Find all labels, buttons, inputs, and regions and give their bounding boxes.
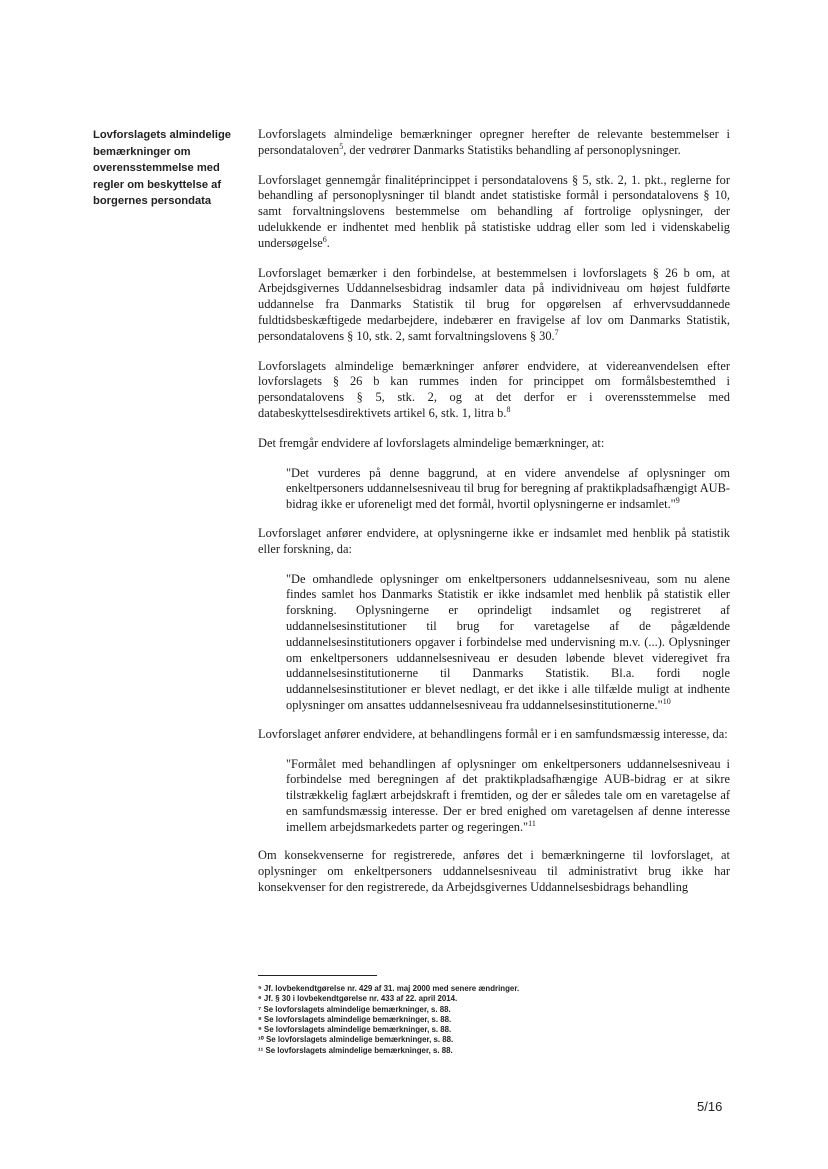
- footnote: ⁵ Jf. lovbekendtgørelse nr. 429 af 31. maj 2000 med senere ændringer.: [258, 984, 520, 993]
- paragraph-2: Lovforslaget gennemgår finalitéprincippet i persondatalovens § 5, stk. 2, 1. pkt., reglerne for behandling af personoplysninger til blandt andet statistiske formål i persondatalovens § 10, samt forvaltningslovens bestemmelse om behandling af fortrolige oplysninger, der udelukkende er indhentet med henblik på statistiske uddrag eller som led i videnskabelig undersøgelse$^6$.: [258, 172, 730, 250]
- footnote-ref[interactable]: 11: [528, 818, 536, 828]
- quote-1: "Det vurderes på denne baggrund, at en videre anvendelse af oplysninger om enkeltpersoners uddannelsesniveau til brug for beregning af praktikpladsafhængigt AUB-bidrag ikke er uforeneligt med det formål, hvortil oplysningerne er indsamlet."$^9$: [286, 465, 730, 512]
- quote-3: "Formålet med behandlingen af oplysninger om enkeltpersoners uddannelsesniveau i forbindelse med beregningen af det praktikpladsafhængige AUB-bidrag er at sikre tilstrækkelig faglært arbejdskraft i fremtiden, og der er således tale om en varetagelse af en samfundsmæssig interesse. Der er bred enighed om varetagelsen af denne interesse imellem arbejdsmarkedets parter og regeringen."$^{11}$: [286, 756, 730, 834]
- footnote: ⁷ Se lovforslagets almindelige bemærkninger, s. 88.: [258, 1004, 451, 1014]
- footnote-ref[interactable]: 10: [662, 696, 671, 706]
- footnote-ref[interactable]: 6: [322, 234, 327, 244]
- footnote: ⁸ Se lovforslagets almindelige bemærkninger, s. 88.: [258, 1014, 452, 1024]
- quote-2: "De omhandlede oplysninger om enkeltpersoners uddannelsesniveau, som nu alene findes samlet hos Danmarks Statistik er ikke indsamlet med henblik på statistik eller forskning. Oplysningerne er oprindeligt indsamlet og registreret af uddannelsesinstitutioner til brug for varetagelse af de pågældende uddannelsesinstitutioners opgaver i forbindelse med undervisning m.v. (...). Oplysninger om enkeltpersoners uddannelsesniveau er desuden løbende blevet videregivet fra uddannelsesinstitutionerne til Danmarks Statistik. Bl.a. fordi nogle uddannelsesinstitutioner er blevet nedlagt, er det ikke i alle tilfælde muligt at indhente oplysninger om ansattes uddannelsesniveau fra uddannelsesinstitutionerne."$^{10}$: [286, 571, 730, 712]
- paragraph-1: Lovforslagets almindelige bemærkninger opregner herefter de relevante bestemmelser i persondataloven$^5$, der vedrører Danmarks Statistiks behandling af personoplysninger.: [258, 127, 730, 157]
- paragraph-4: Lovforslagets almindelige bemærkninger anfører endvidere, at videreanvendelsen efter lovforslagets § 26 b kan rummes inden for princippet om formålsbestemthed i persondatalovens § 5, stk. 2, og at det derfor er i overensstemmelse med databeskyttelsesdirektivets artikel 6, stk. 1, litra b.$^8$: [258, 358, 730, 420]
- footnote-ref[interactable]: 8: [506, 404, 511, 414]
- footnote: ¹⁰ Se lovforslagets almindelige bemærkninger, s. 88.: [258, 1035, 454, 1045]
- page-number: 5/16: [697, 1099, 723, 1114]
- footnote-ref[interactable]: 7: [554, 327, 559, 337]
- paragraph-8: Om konsekvenserne for registrerede, anføres det i bemærkningerne til lovforslaget, at oplysninger om enkeltpersoners uddannelsesniveau til administrativt brug ikke har konsekvenser for den registrerede, da Arbejdsgivernes Uddannelsesbidrags behandling: [258, 848, 730, 895]
- footnote: ⁶ Jf. § 30 i lovbekendtgørelse nr. 433 af 22. april 2014.: [258, 994, 458, 1004]
- footnote-divider: [258, 975, 377, 976]
- main-text: [258, 127, 730, 896]
- footnote: ⁹ Se lovforslagets almindelige bemærkninger, s. 88.: [258, 1025, 452, 1035]
- sidebar-heading: Lovforslagets almindelige bemærkninger om overensstemmelse med regler om beskyttelse af borgernes persondata: [93, 129, 232, 207]
- footnote-ref[interactable]: 5: [339, 141, 344, 151]
- paragraph-5: Det fremgår endvidere af lovforslagets almindelige bemærkninger, at:: [258, 435, 605, 450]
- footnotes: [258, 984, 728, 1056]
- paragraph-3: Lovforslaget bemærker i den forbindelse, at bestemmelsen i lovforslagets § 26 b om, at Arbejdsgivernes Uddannelsesbidrag indsamler data på individniveau om højest fuldførte uddannelse fra Danmarks Statistik til brug for opgørelsen af erhvervsuddannede fuldtidsbeskæftigede medarbejdere, indebærer en fravigelse af lov om Danmarks Statistik, persondatalovens § 10, stk. 2, samt forvaltningslovens § 30.$^7$: [258, 265, 730, 343]
- paragraph-6: Lovforslaget anfører endvidere, at oplysningerne ikke er indsamlet med henblik på statistik eller forskning, da:: [258, 525, 730, 556]
- footnote-ref[interactable]: 9: [675, 496, 680, 506]
- footnote: ¹¹ Se lovforslagets almindelige bemærkninger, s. 88.: [258, 1045, 453, 1055]
- paragraph-7: Lovforslaget anfører endvidere, at behandlingens formål er i en samfundsmæssig interesse, da:: [258, 726, 728, 741]
